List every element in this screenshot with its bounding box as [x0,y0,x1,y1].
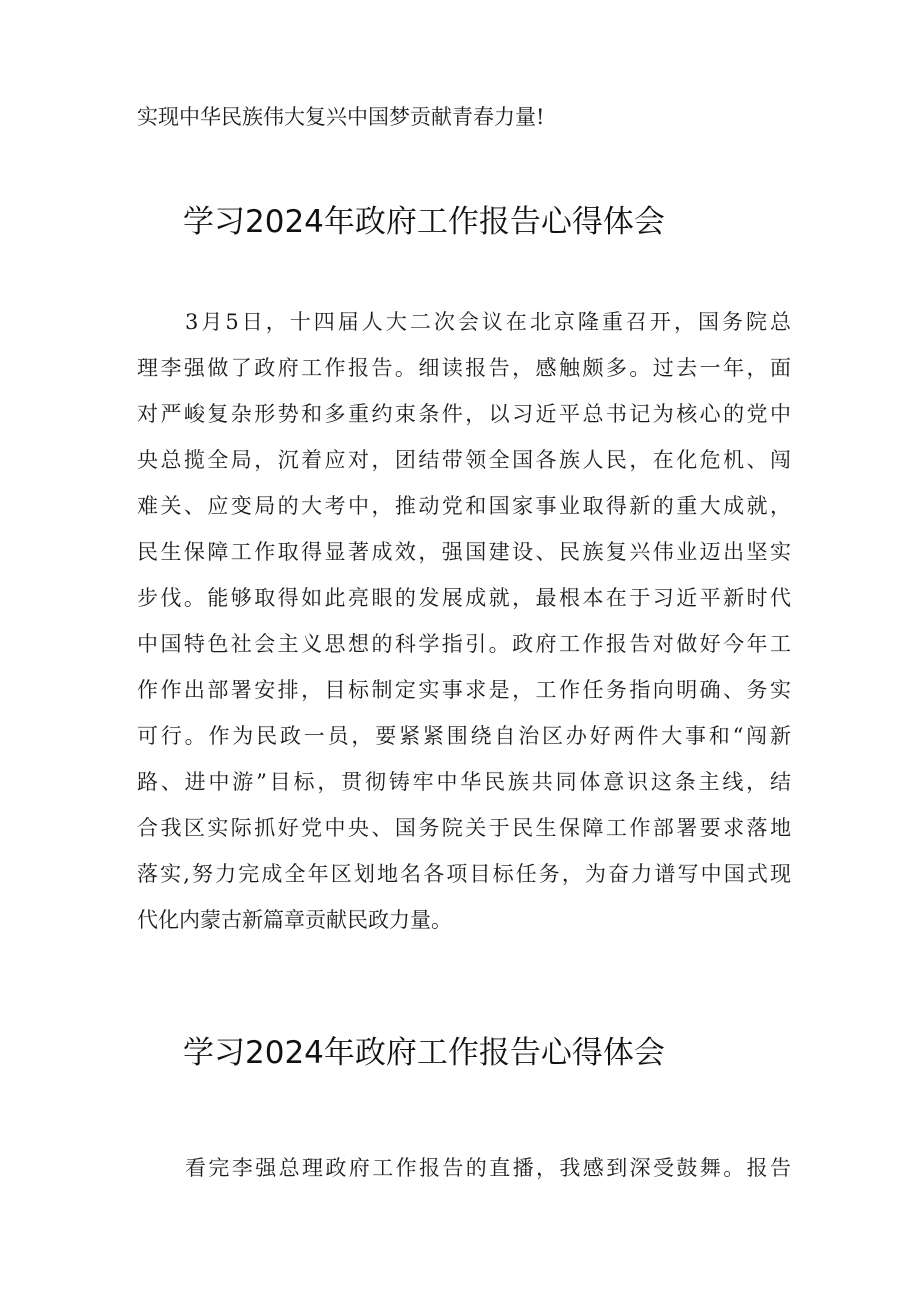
section-1-line-8: 中国特色社会主义思想的科学指引。政府工作报告对做好今年工 [137,632,791,656]
section-1-line-6: 民生保障工作取得显著成效，强国建设、民族复兴伟业迈出坚实 [137,540,791,564]
section-1-line-2: 理李强做了政府工作报告。细读报告，感触颇多。过去一年，面 [137,356,791,380]
section-1-line-7: 步伐。能够取得如此亮眼的发展成就，最根本在于习近平新时代 [137,586,791,610]
section-1-line-11: 路、进中游”目标，贯彻铸牢中华民族共同体意识这条主线，结 [137,770,791,794]
section-1-line-10: 可行。作为民政一员，要紧紧围绕自治区办好两件大事和“闯新 [137,724,791,748]
section-2-title: 学习2024年政府工作报告心得体会 [183,1035,665,1071]
section-1-line-9: 作作出部署安排，目标制定实事求是，工作任务指向明确、务实 [137,678,791,702]
section-1-line-4: 央总揽全局，沉着应对，团结带领全国各族人民，在化危机、闯 [137,448,791,472]
section-1-line-14: 代化内蒙古新篇章贡献民政力量。 [137,908,452,932]
top-fragment-paragraph: 实现中华民族伟大复兴中国梦贡献青春力量! [137,105,545,129]
section-1-line-12: 合我区实际抓好党中央、国务院关于民生保障工作部署要求落地 [137,816,791,840]
section-1-line-3: 对严峻复杂形势和多重约束条件，以习近平总书记为核心的党中 [137,402,791,426]
section-1-line-5: 难关、应变局的大考中，推动党和国家事业取得新的重大成就， [137,494,791,518]
section-2-line-1: 看完李强总理政府工作报告的直播，我感到深受鼓舞。报告 [185,1156,791,1180]
section-1-title: 学习2024年政府工作报告心得体会 [183,204,665,240]
section-1-line-1: 3月5日，十四届人大二次会议在北京隆重召开，国务院总 [185,310,791,334]
section-1-line-13: 落实,努力完成全年区划地名各项目标任务，为奋力谱写中国式现 [137,862,791,886]
